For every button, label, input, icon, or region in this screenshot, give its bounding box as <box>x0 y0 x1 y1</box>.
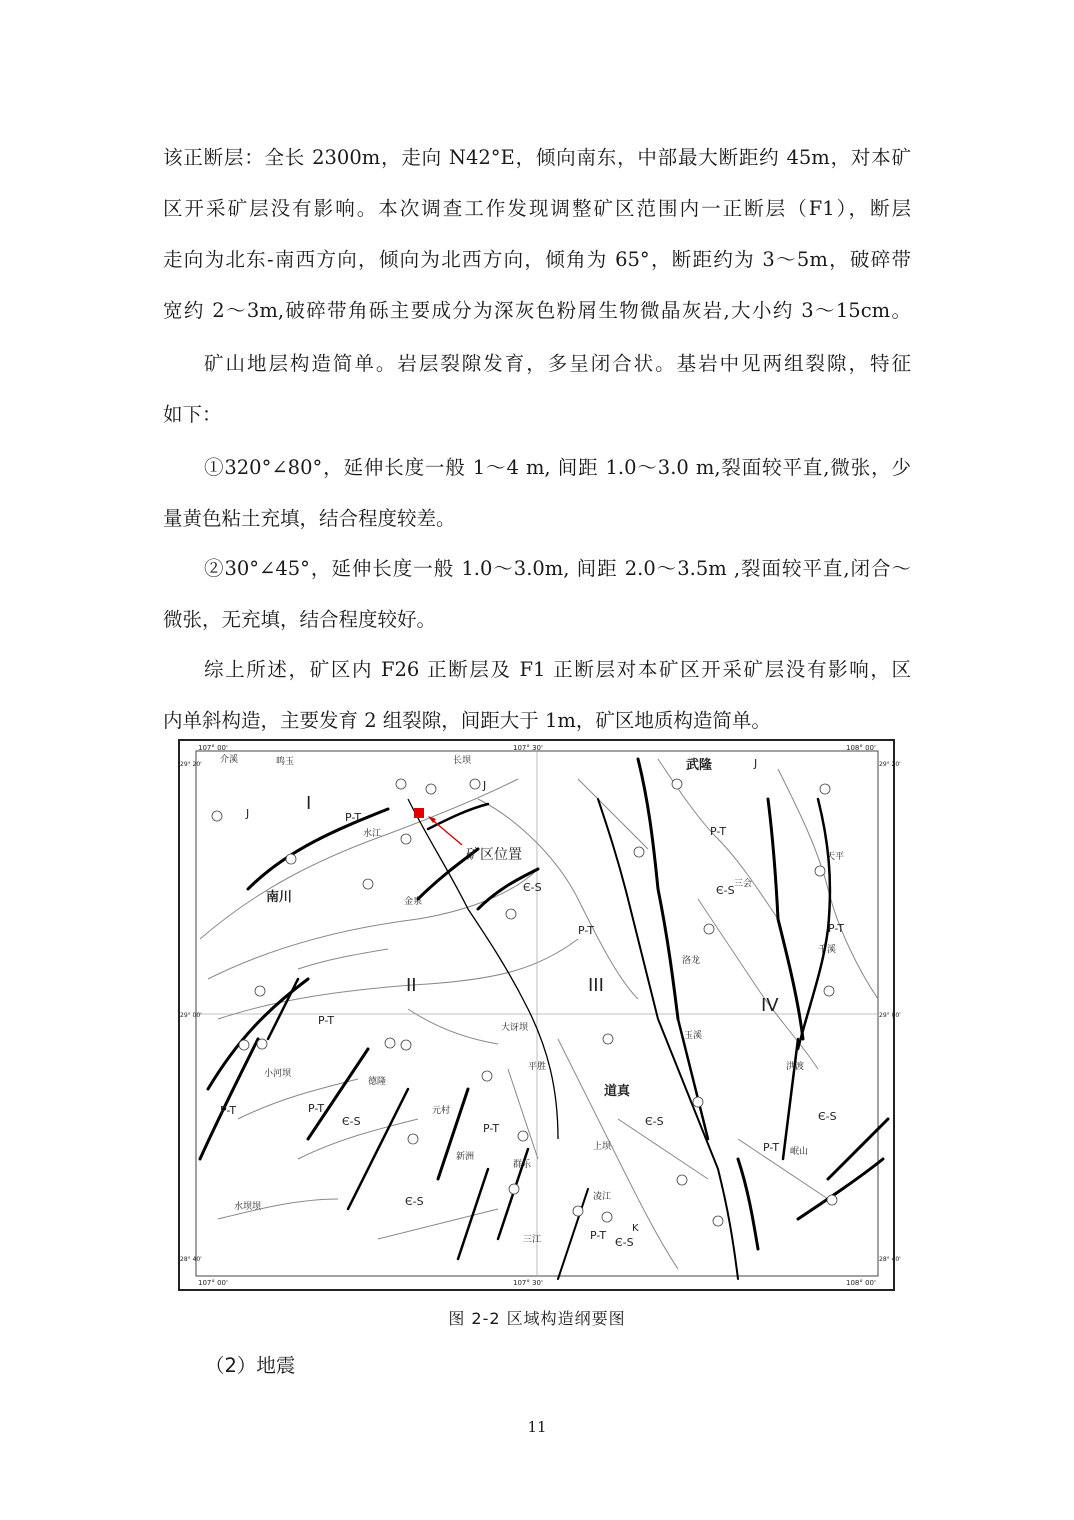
place-name: 玉溪 <box>684 1031 703 1041</box>
text-line: 微张，无充填，结合程度较好。 <box>163 608 437 631</box>
paragraph-summary <box>163 644 911 746</box>
strata-label: Є-S <box>615 1236 634 1249</box>
paragraph-fracture-set-1 <box>163 442 911 544</box>
text-line: 量黄色粘土充填，结合程度较差。 <box>163 507 456 530</box>
strata-label: P-T <box>828 922 845 935</box>
text-line: 内单斜构造，主要发育 2 组裂隙，间距大于 1m，矿区地质构造简单。 <box>163 709 771 732</box>
place-name: 洪渡 <box>786 1062 805 1072</box>
text-line: ①320°∠80°，延伸长度一般 1～4 m, 间距 1.0～3.0 m,裂面较平直,微张，少 <box>204 456 911 479</box>
place-name: 道真 <box>604 1084 631 1099</box>
place-name: 元村 <box>432 1106 451 1116</box>
coord-label: 28° 40' <box>879 1256 901 1263</box>
place-name: 水坝坝 <box>234 1202 262 1212</box>
strata-label: J <box>483 779 487 792</box>
place-name: 平胜 <box>528 1062 547 1072</box>
strata-label: Є-S <box>645 1115 664 1128</box>
strata-label: Є-S <box>523 881 542 894</box>
strata-label: Є-S <box>716 884 735 897</box>
place-name: 小河坝 <box>264 1069 292 1079</box>
paragraph-strata-structure <box>163 338 911 440</box>
place-name: 新洲 <box>456 1152 475 1162</box>
coord-label: 108° 00' <box>846 1279 876 1287</box>
strata-label: Є-S <box>818 1110 837 1123</box>
place-name: 南川 <box>266 890 293 905</box>
place-name: 上坝 <box>593 1142 612 1152</box>
place-name: 武隆 <box>686 758 713 773</box>
text-line: 该正断层：全长 2300m，走向 N42°E，倾向南东，中部最大断距约 45m，对本矿 <box>163 146 911 169</box>
coord-label: 29° 20' <box>180 761 202 768</box>
strata-label: P-T <box>308 1102 325 1115</box>
strata-label: Є-S <box>342 1115 361 1128</box>
region-label: I <box>306 793 312 814</box>
strata-label: P-T <box>220 1104 237 1117</box>
coord-label: 28° 40' <box>180 1256 202 1263</box>
text-line: 走向为北东-南西方向，倾向为北西方向，倾角为 65°，断距约为 3～5m，破碎带 <box>163 248 911 271</box>
strata-label: P-T <box>763 1141 780 1154</box>
text-line: 矿山地层构造简单。岩层裂隙发育，多呈闭合状。基岩中见两组裂隙，特征 <box>204 352 911 375</box>
paragraph-fault-description <box>163 132 911 336</box>
section-heading: （2）地震 <box>205 1354 296 1377</box>
place-name: 洛龙 <box>682 956 701 966</box>
place-name: 德隆 <box>368 1077 387 1087</box>
text-line: 如下： <box>163 403 222 426</box>
place-name: 群乐 <box>513 1160 532 1170</box>
page-number: 11 <box>527 1418 547 1436</box>
place-name: 凌江 <box>593 1192 612 1202</box>
strata-label: P-T <box>590 1229 607 1242</box>
place-name: 金泉 <box>404 897 423 907</box>
place-name: 三会 <box>734 879 753 889</box>
text-line: ②30°∠45°，延伸长度一般 1.0～3.0m, 间距 2.0～3.5m ,裂面较平直,闭合～ <box>204 557 911 580</box>
mine-location-marker <box>414 808 424 818</box>
regional-structure-map <box>178 739 901 1291</box>
place-name: 三江 <box>523 1235 542 1245</box>
coord-label: 29° 20' <box>879 761 901 768</box>
strata-label: J <box>246 807 250 820</box>
coord-label: 29° 00' <box>879 1012 901 1019</box>
place-name: 大讶坝 <box>501 1023 529 1033</box>
strata-label: Є-S <box>405 1195 424 1208</box>
strata-label: K <box>632 1223 639 1234</box>
coord-label: 108° 00' <box>846 744 876 752</box>
place-name: 水江 <box>363 829 382 839</box>
region-label: II <box>406 975 417 996</box>
place-name: 鸣玉 <box>276 757 295 767</box>
place-name: 长坝 <box>453 756 472 766</box>
place-name: 岷山 <box>790 1147 809 1157</box>
place-name: 介溪 <box>220 755 239 765</box>
coord-label: 107° 30' <box>513 1279 543 1287</box>
figure-caption: 图 2-2 区域构造纲要图 <box>448 1309 626 1328</box>
paragraph-fracture-set-2 <box>163 543 911 645</box>
text-line: 综上所述，矿区内 F26 正断层及 F1 正断层对本矿区开采矿层没有影响，区 <box>204 658 911 681</box>
strata-label: P-T <box>345 811 362 824</box>
coord-label: 107° 30' <box>513 744 543 752</box>
region-label: III <box>588 975 604 996</box>
coord-label: 29° 00' <box>180 1012 202 1019</box>
text-line: 宽约 2～3m,破碎带角砾主要成分为深灰色粉屑生物微晶灰岩,大小约 3～15cm。 <box>163 299 911 322</box>
coord-label: 107° 00' <box>198 1279 228 1287</box>
strata-label: P-T <box>710 825 727 838</box>
strata-label: J <box>754 757 758 770</box>
place-name: 天平 <box>826 852 845 862</box>
mine-location-label: 矿区位置 <box>466 847 522 863</box>
text-line: 区开采矿层没有影响。本次调查工作发现调整矿区范围内一正断层（F1），断层 <box>163 197 911 220</box>
region-label: IV <box>761 995 779 1016</box>
place-name: 千溪 <box>818 945 837 955</box>
strata-label: P-T <box>578 924 595 937</box>
strata-label: P-T <box>318 1014 335 1027</box>
strata-label: P-T <box>483 1122 500 1135</box>
coord-label: 107° 00' <box>198 744 228 752</box>
